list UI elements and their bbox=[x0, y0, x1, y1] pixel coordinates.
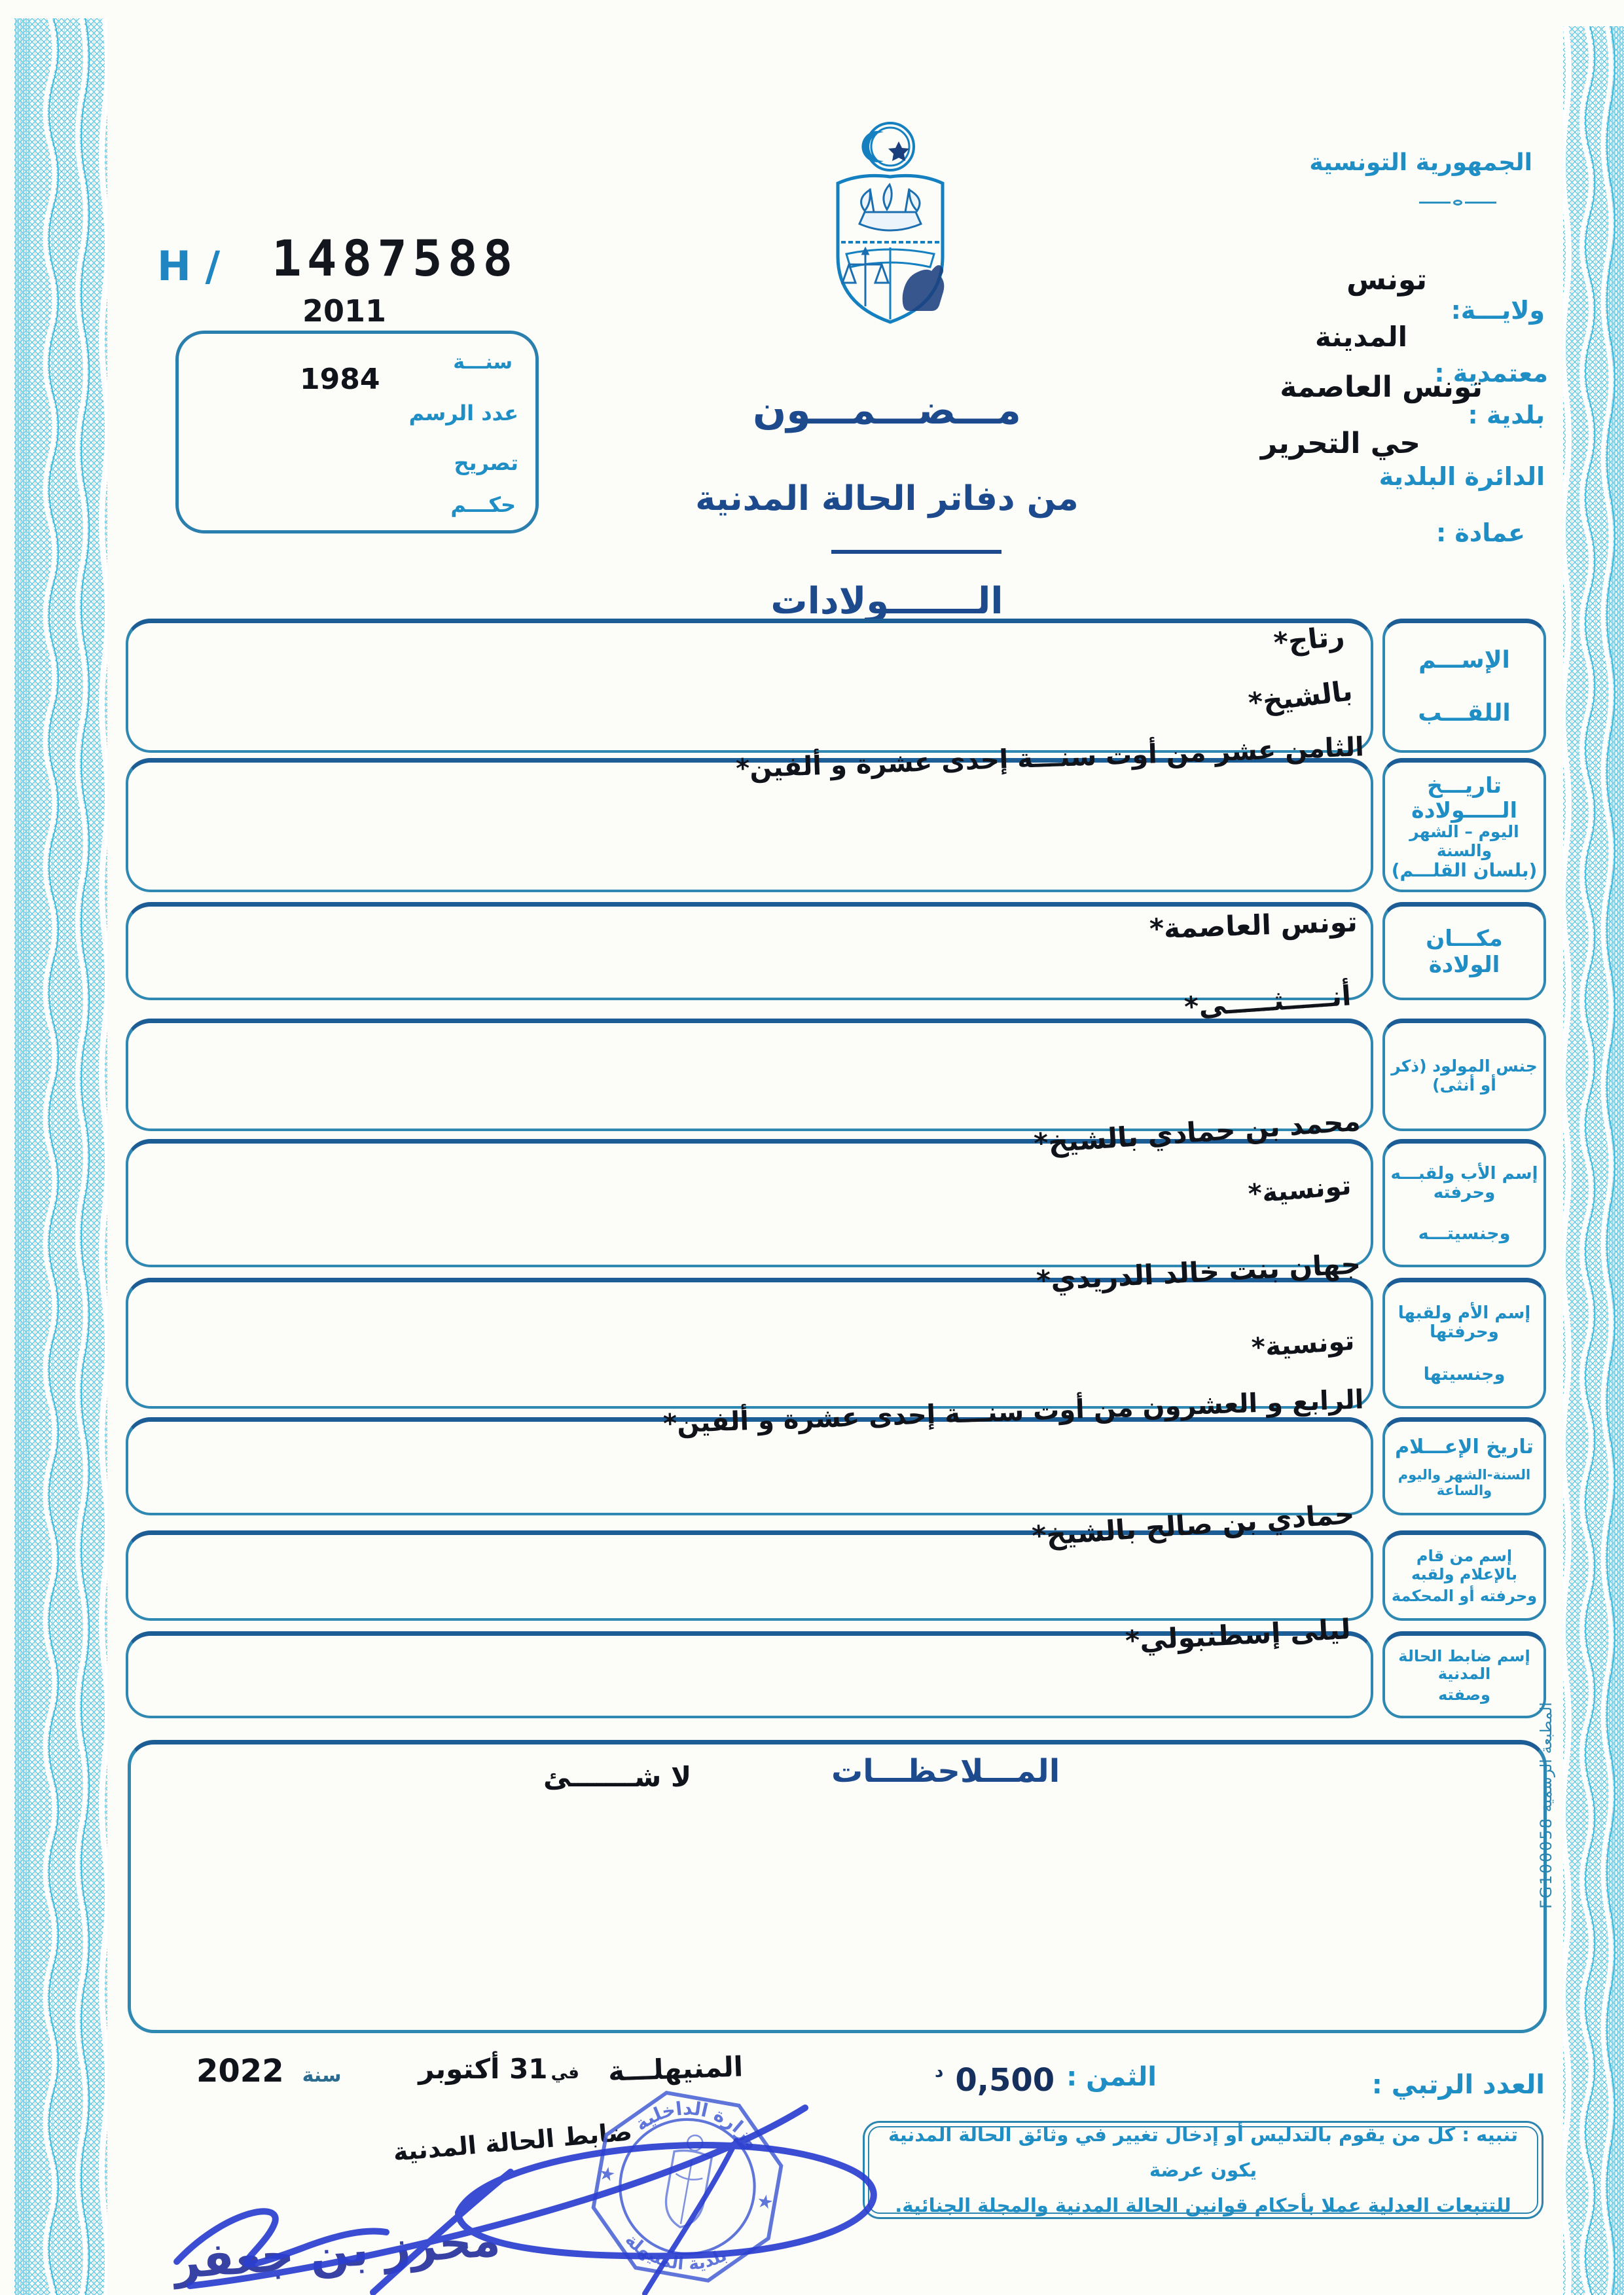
svg-text:بلدية المنيهلة: بلدية المنيهلة bbox=[621, 2230, 731, 2275]
warning-line1: تنبيه : كل من يقوم بالتدليس أو إدخال تغيير في وثائق الحالة المدنية يكون عرضة bbox=[888, 2123, 1519, 2181]
signature bbox=[92, 2095, 956, 2295]
municipality-label: بلدية : bbox=[1468, 401, 1545, 429]
delegation-label: معتمدية : bbox=[1434, 359, 1548, 388]
title-underline bbox=[831, 550, 1001, 554]
field-birth-place bbox=[126, 902, 1373, 1000]
field-notification-date bbox=[126, 1384, 1373, 1515]
guilloche-border-right bbox=[1563, 26, 1624, 2295]
field-birth-date bbox=[126, 732, 1373, 892]
price-line bbox=[935, 2062, 1157, 2099]
municipality-value: تونس العاصمة bbox=[1280, 370, 1483, 404]
notification-date-value: الرابع و العشرون من أوت سنـــة إحدى عشرة و ألفين* bbox=[662, 1384, 1365, 1439]
officer-name-stamp: محرز بن جعفر bbox=[171, 2213, 502, 2290]
stamp-star-left: ★ bbox=[597, 2161, 617, 2186]
surname-value: بالشيخ* bbox=[1246, 674, 1354, 719]
guilloche-border-left bbox=[14, 18, 107, 2295]
year-label: سنة bbox=[302, 2064, 342, 2087]
registry-year: 2011 bbox=[302, 293, 387, 329]
date-prefix: في bbox=[550, 2063, 579, 2083]
date-value: 31 أكتوبر bbox=[418, 2053, 548, 2085]
place-value: المنيهلـــة bbox=[607, 2050, 744, 2087]
title-line3: الـــــــولادات bbox=[770, 580, 1003, 623]
father-nationality-value: تونسية* bbox=[1246, 1170, 1352, 1210]
title-line2: من دفاتر الحالة المدنية bbox=[695, 479, 1079, 518]
ref-declaration-label: تصريح bbox=[454, 450, 518, 475]
label-father: إسم الأب ولقبـــه وحرفته وجنسيتـــه bbox=[1382, 1139, 1546, 1267]
year-line bbox=[196, 2053, 342, 2089]
label-sex: جنس المولود (ذكر أو أنثى) bbox=[1382, 1019, 1546, 1131]
ref-judgment-label: حكـــم bbox=[450, 492, 516, 517]
republic-divider bbox=[1419, 200, 1496, 206]
stamp-star-right: ★ bbox=[755, 2190, 776, 2214]
price-value: 0,500 bbox=[955, 2062, 1055, 2099]
delegation-value: المدينة bbox=[1315, 321, 1407, 353]
imada-label: عمادة : bbox=[1435, 518, 1525, 547]
field-sex bbox=[126, 979, 1373, 1131]
year-value: 2022 bbox=[196, 2053, 284, 2089]
warning-box bbox=[863, 2121, 1543, 2219]
label-birth-place: مكـــان الولادة bbox=[1382, 902, 1546, 1000]
ref-record-no-label: عدد الرسم bbox=[408, 401, 518, 425]
district-value: حي التحرير bbox=[1260, 427, 1420, 460]
tunisia-coat-of-arms bbox=[821, 119, 959, 329]
birth-place-value: تونس العاصمة* bbox=[1149, 905, 1358, 945]
label-notifier: إسم من قام بالإعلام ولقبه وحرفته أو المحكمة bbox=[1382, 1530, 1546, 1621]
field-notifier bbox=[126, 1497, 1373, 1621]
given-name-value: رتاج* bbox=[1272, 619, 1346, 659]
father-name-value: محمد بن حمادي بالشيخ* bbox=[1033, 1104, 1362, 1160]
field-registrar bbox=[126, 1613, 1373, 1718]
observations-value: لا شـــــــئ bbox=[543, 1761, 692, 1793]
label-mother: إسم الأم ولقبها وحرفتها وجنسيتها bbox=[1382, 1278, 1546, 1409]
birth-date-value: الثامن عشر من أوت سنـــة إحدى عشرة و ألفين* bbox=[735, 732, 1365, 784]
republic-title: الجمهورية التونسية bbox=[1309, 149, 1532, 176]
serial-label: العدد الرتبي : bbox=[1371, 2070, 1545, 2100]
svg-text:وزارة الداخلية: وزارة الداخلية bbox=[630, 2097, 765, 2154]
reference-box bbox=[175, 331, 539, 533]
district-label: الدائرة البلدية bbox=[1379, 462, 1545, 491]
mother-name-value: جهان بنت خالد الدريدي* bbox=[1036, 1248, 1362, 1297]
warning-line2: للتتبعات العدلية عملا بأحكام قوانين الحالة المدنية والمجلة الجنائية. bbox=[895, 2194, 1511, 2216]
observations-title: المـــلاحظـــات bbox=[831, 1753, 1060, 1790]
officer-label: ضابط الحالة المدنية bbox=[391, 2117, 634, 2167]
wilaya-value: تونس bbox=[1346, 263, 1427, 297]
registry-number: 1487588 bbox=[272, 229, 518, 287]
label-notification-date: تاريخ الإعـــلام السنة-الشهر واليوم والساعة bbox=[1382, 1417, 1546, 1515]
sex-value: أنـــــثـــــى* bbox=[1183, 979, 1352, 1023]
title-line1: مـــضـــمـــون bbox=[753, 388, 1021, 433]
label-birth-date: تاريـــخ الـــــولادة اليوم – الشهر والسنة (بلسان القلـــم) bbox=[1382, 758, 1546, 892]
label-name-surname: الإســـم اللقـــب bbox=[1382, 619, 1546, 753]
price-label: الثمن : bbox=[1066, 2062, 1157, 2092]
label-registrar: إسم ضابط الحالة المدنية وصفته bbox=[1382, 1631, 1546, 1718]
field-name-surname bbox=[126, 619, 1373, 753]
registrar-name-value: ليلى إسطنبولي* bbox=[1125, 1613, 1352, 1657]
price-unit: د bbox=[935, 2062, 944, 2082]
field-father bbox=[126, 1104, 1373, 1267]
ref-year-value: 1984 bbox=[300, 363, 380, 396]
printing-house-ref: المطبعة الرسمية FG100058 bbox=[1537, 1702, 1555, 1909]
series-prefix: H / bbox=[157, 242, 221, 290]
field-mother bbox=[126, 1248, 1373, 1409]
wilaya-label: ولايـــة: bbox=[1451, 296, 1545, 325]
ref-year-label: سنـــة bbox=[453, 351, 513, 374]
mother-nationality-value: تونسية* bbox=[1250, 1326, 1356, 1364]
notifier-name-value: حمادي بن صالح بالشيخ* bbox=[1030, 1497, 1356, 1553]
